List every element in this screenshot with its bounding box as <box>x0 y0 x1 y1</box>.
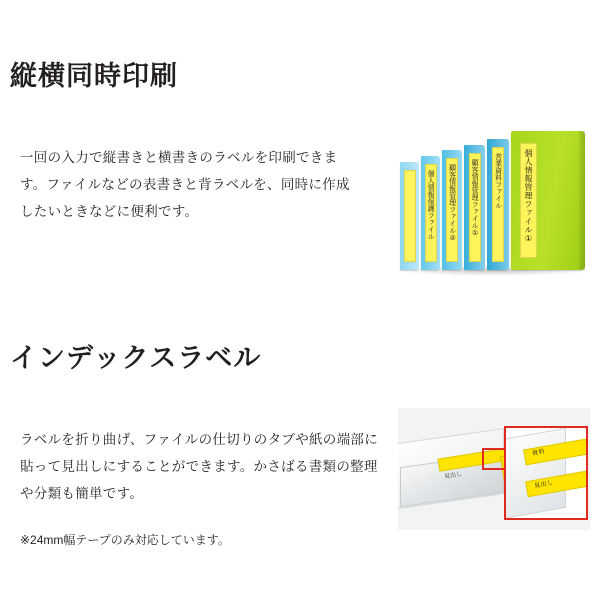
binders-photo <box>398 128 590 278</box>
binder-spine-strip <box>404 170 416 262</box>
section-body-text: ラベルを折り曲げ、ファイルの仕切りのタブや紙の端部に貼って見出しにすることができます。かさばる書類の整理や分類も簡単です。 <box>20 431 378 501</box>
binder-spine-label: 個人情報保護ファイル <box>427 170 435 240</box>
binder-spine-2 <box>421 156 440 270</box>
section-note-text: ※24mm幅テープのみ対応しています。 <box>20 533 230 547</box>
callout-zoom-box <box>504 426 588 520</box>
index-label-photo <box>398 408 590 530</box>
callout-file-folder <box>504 428 566 520</box>
binder-spine-label: 営業資料ファイル <box>494 153 502 209</box>
binder-spine-4 <box>464 145 485 270</box>
section-title-index-label: インデックスラベル <box>10 343 262 374</box>
binder-spine-3 <box>442 150 462 270</box>
index-tape-text: 見出し <box>443 471 463 481</box>
binder-spine-label: 顧客情報管理ファイル① <box>471 159 479 237</box>
binder-spine-1 <box>400 162 419 270</box>
binder-cover-label: 個人情報管理ファイル① <box>524 149 533 244</box>
page-title: 縦横同時印刷 <box>10 61 178 92</box>
callout-tape-text-2: 見出し <box>533 480 555 490</box>
binder-cover-front <box>511 131 585 270</box>
callout-tape-text-1: 資料 <box>531 448 546 458</box>
section-body-text: 一回の入力で縦書きと横書きのラベルを印刷できます。ファイルなどの表書きと背ラベルを、同時に作成したいときなどに便利です。 <box>20 149 350 219</box>
binder-cover-edge <box>579 131 585 270</box>
binder-spine-label: 顧客情報管理ファイル② <box>448 164 456 242</box>
binder-spine-5 <box>487 139 509 270</box>
